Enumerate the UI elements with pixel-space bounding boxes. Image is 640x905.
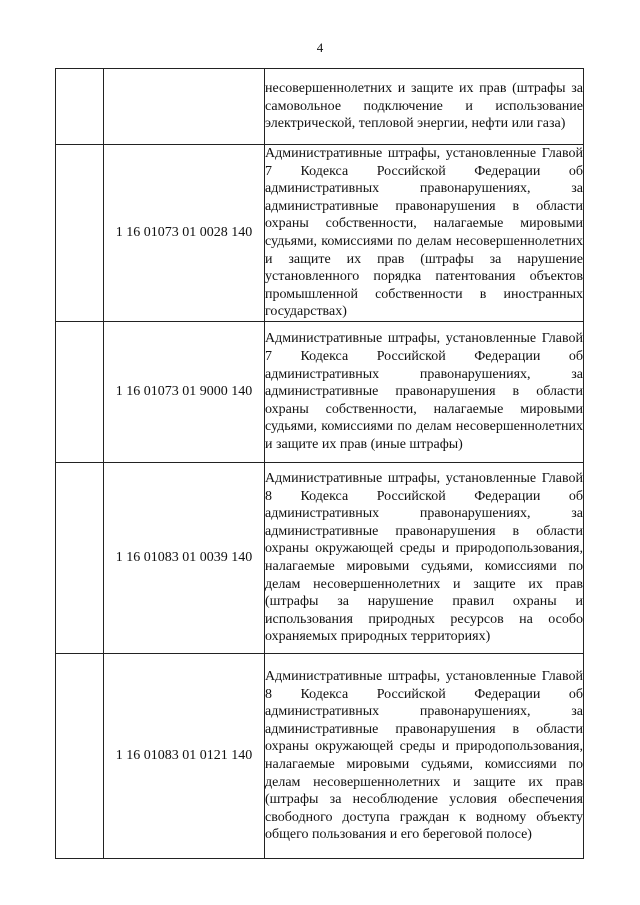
description-cell: несовершеннолетних и защите их прав (штрафы за самовольное подключение и использование электрической, тепловой энергии, нефти или газа) [265, 69, 584, 145]
code-cell [104, 69, 265, 145]
description-cell: Административные штрафы, установленные Главой 8 Кодекса Российской Федерации об административных правонарушениях, за административные правонарушения в области охраны окружающей среды и природопользования, налагаемые мировыми судьями, комиссиями по делам несовершеннолетних и защите их прав (штрафы за нарушение правил охраны и использования природных ресурсов на особо охраняемых природных территориях) [265, 462, 584, 653]
code-cell: 1 16 01083 01 0039 140 [104, 462, 265, 653]
table-row [56, 462, 584, 653]
empty-cell [56, 69, 104, 145]
table-row [56, 653, 584, 858]
page-number: 4 [316, 40, 324, 55]
empty-cell [56, 462, 104, 653]
fines-table [55, 68, 584, 859]
empty-cell [56, 145, 104, 322]
code-cell: 1 16 01073 01 0028 140 [104, 145, 265, 322]
code-cell: 1 16 01073 01 9000 140 [104, 321, 265, 462]
table-row [56, 321, 584, 462]
description-cell: Административные штрафы, установленные Главой 8 Кодекса Российской Федерации об административных правонарушениях, за административные правонарушения в области охраны окружающей среды и природопользования, налагаемые мировыми судьями, комиссиями по делам несовершеннолетних и защите их прав (штрафы за несоблюдение условия обеспечения свободного доступа граждан к водному объекту общего пользования и его береговой полосе) [265, 653, 584, 858]
empty-cell [56, 653, 104, 858]
table-row [56, 145, 584, 322]
description-cell: Административные штрафы, установленные Главой 7 Кодекса Российской Федерации об административных правонарушениях, за административные правонарушения в области охраны собственности, налагаемые мировыми судьями, комиссиями по делам несовершеннолетних и защите их прав (иные штрафы) [265, 321, 584, 462]
description-cell: Административные штрафы, установленные Главой 7 Кодекса Российской Федерации об административных правонарушениях, за административные правонарушения в области охраны собственности, налагаемые мировыми судьями, комиссиями по делам несовершеннолетних и защите их прав (штрафы за нарушение установленного порядка патентования объектов промышленной собственности в иностранных государствах) [265, 145, 584, 322]
code-cell: 1 16 01083 01 0121 140 [104, 653, 265, 858]
empty-cell [56, 321, 104, 462]
table-row [56, 69, 584, 145]
